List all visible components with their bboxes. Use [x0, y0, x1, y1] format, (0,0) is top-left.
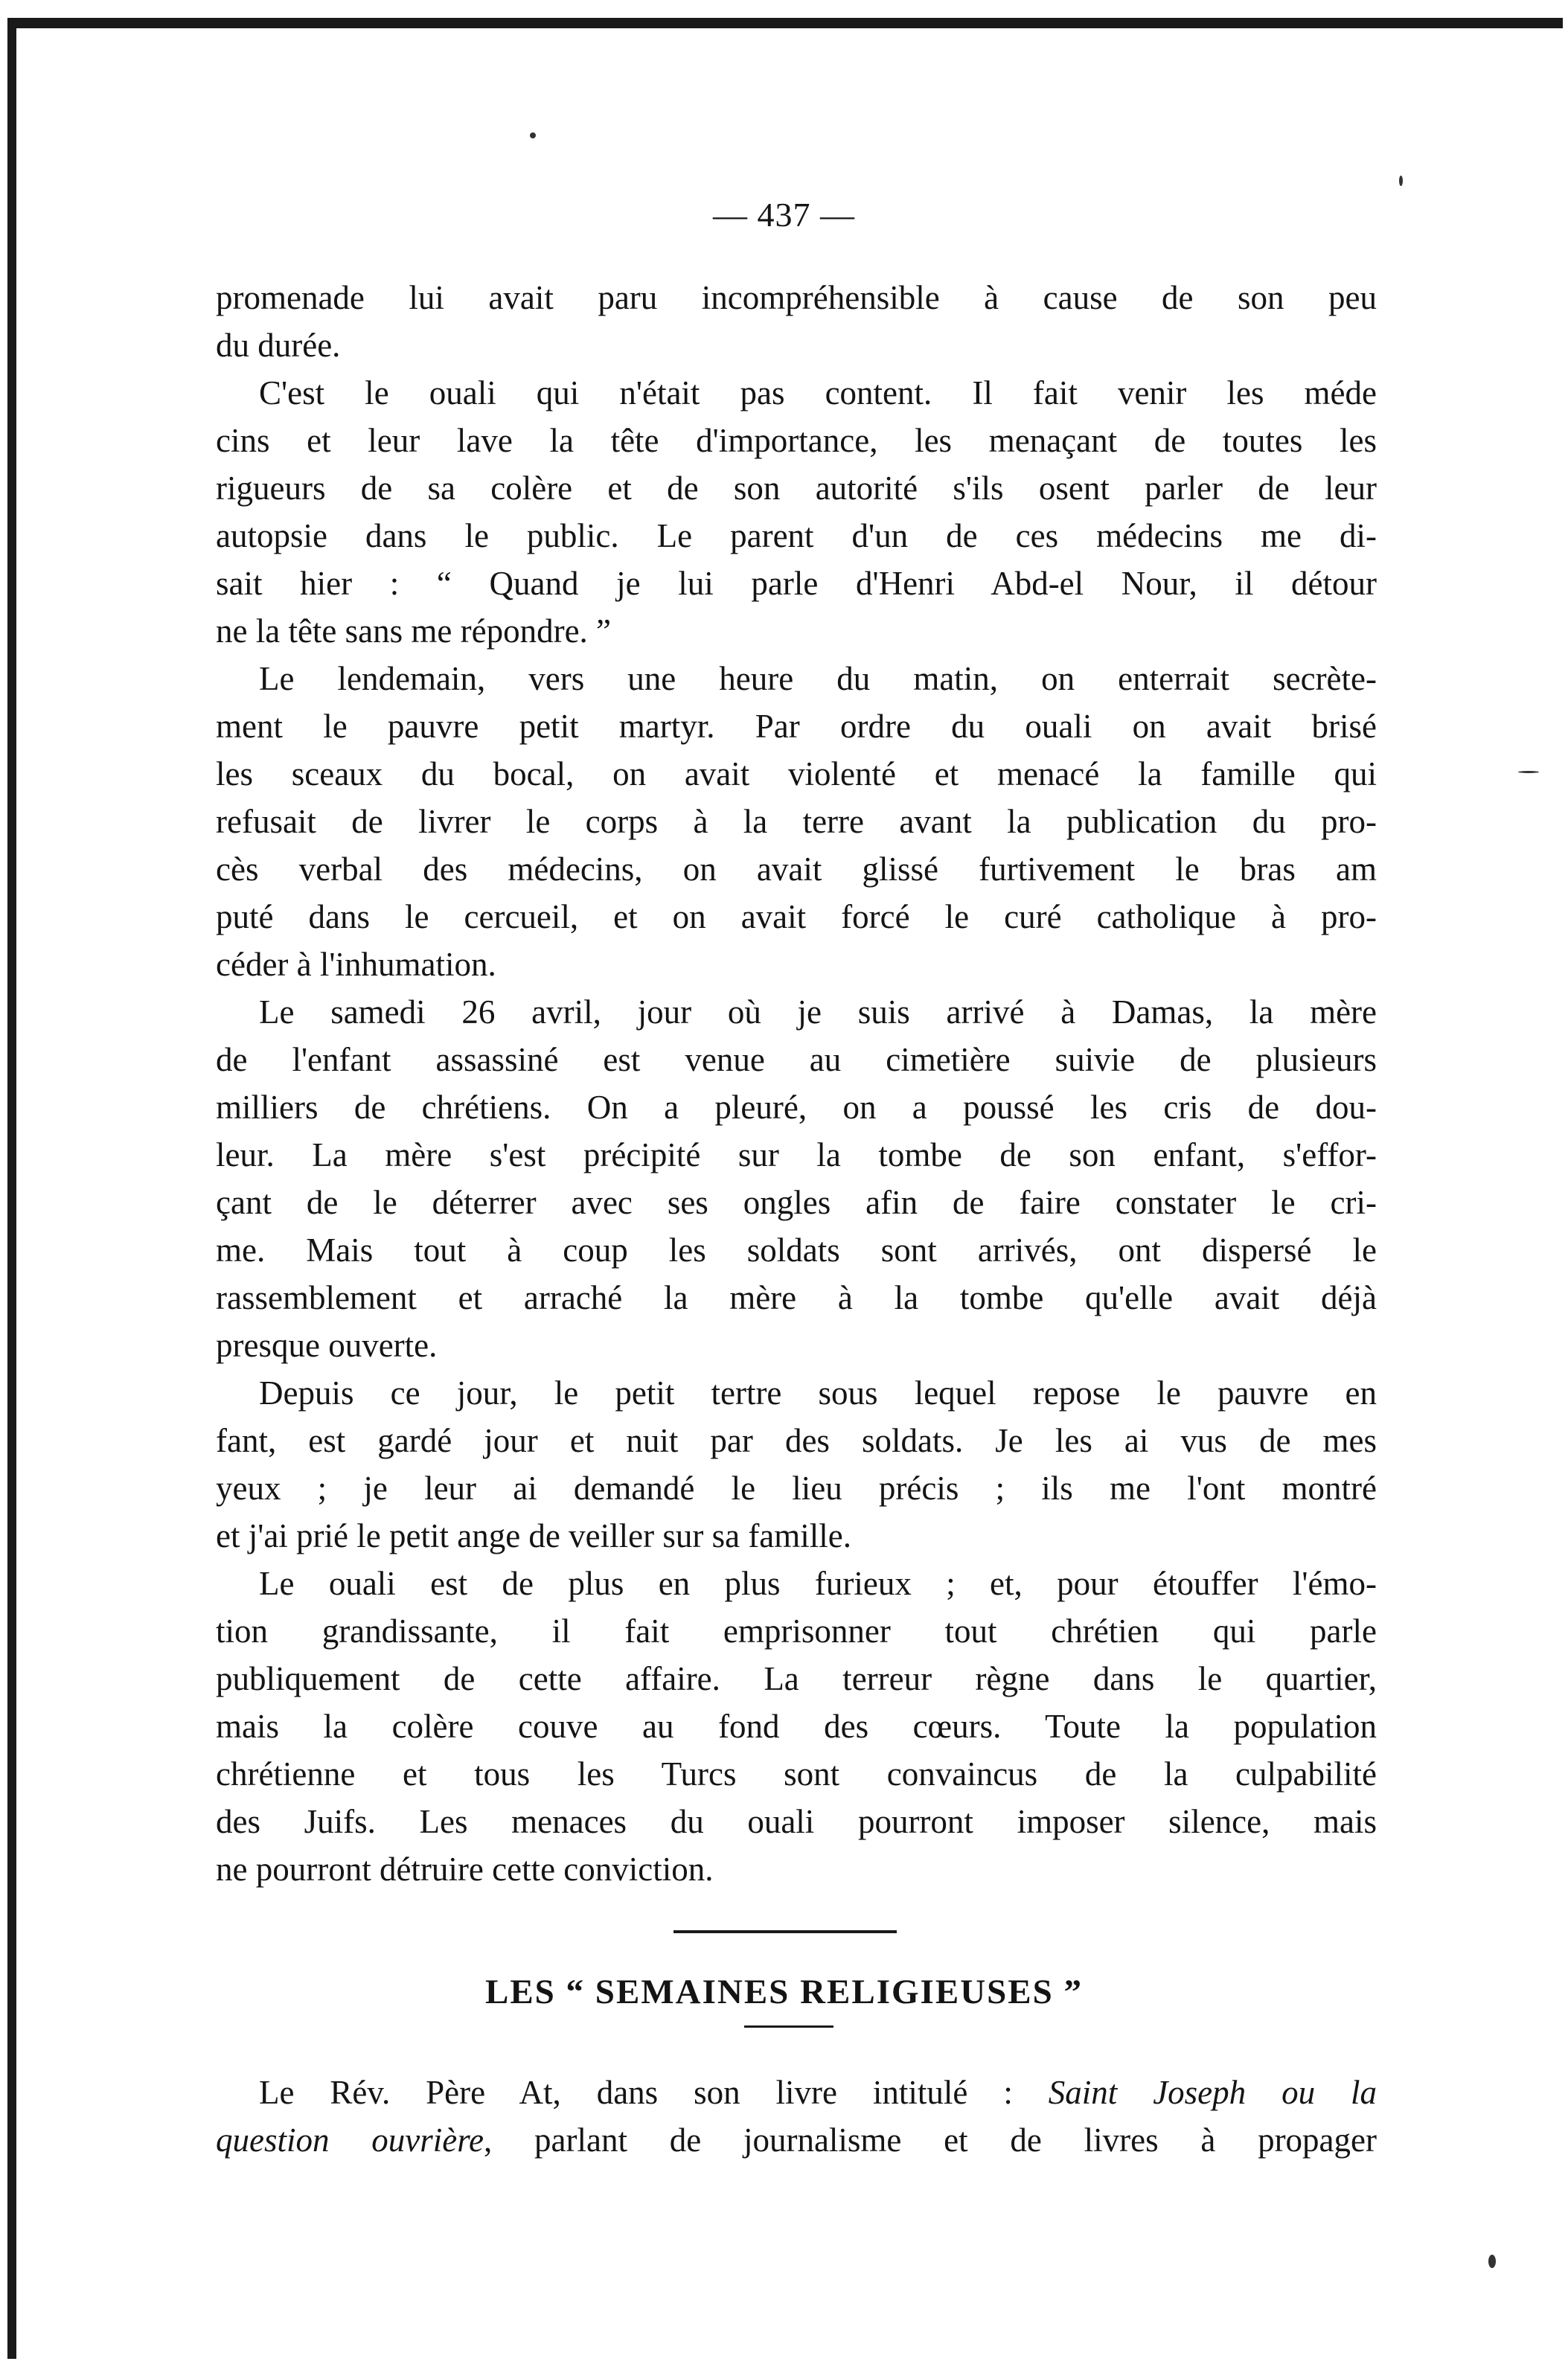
page-number: — 437 — — [713, 196, 855, 234]
scan-speck — [1399, 176, 1403, 186]
article-line: me. Mais tout à coup les soldats sont arrivés, ont dispersé le — [216, 1232, 1377, 1269]
article-line: des Juifs. Les menaces du ouali pourront imposer silence, mais — [216, 1803, 1377, 1840]
scan-speck — [1518, 771, 1539, 773]
article-line: céder à l'inhumation. — [216, 946, 496, 983]
article-line: sait hier : “ Quand je lui parle d'Henri Abd-el Nour, il détour — [216, 565, 1377, 602]
article-line: leur. La mère s'est précipité sur la tombe de son enfant, s'effor- — [216, 1136, 1377, 1173]
section-line — [216, 2069, 1377, 2116]
section-heading: LES “ SEMAINES RELIGIEUSES ” — [484, 1973, 1084, 2011]
article-line: de l'enfant assassiné est venue au cimetière suivie de plusieurs — [216, 1041, 1377, 1078]
article-line: ment le pauvre petit martyr. Par ordre du ouali on avait brisé — [216, 708, 1377, 745]
article-line: Le ouali est de plus en plus furieux ; et, pour étouffer l'émo- — [259, 1565, 1377, 1602]
article-body — [216, 274, 1377, 1893]
scan-speck — [530, 132, 536, 138]
article-line: du durée. — [216, 327, 341, 364]
article-line: publiquement de cette affaire. La terreur règne dans le quartier, — [216, 1660, 1377, 1697]
article-line: autopsie dans le public. Le parent d'un de ces médecins me di- — [216, 517, 1377, 554]
article-line: rigueurs de sa colère et de son autorité s'ils osent parler de leur — [216, 470, 1377, 507]
article-line: et j'ai prié le petit ange de veiller sur sa famille. — [216, 1517, 852, 1554]
article-line: mais la colère couve au fond des cœurs. Toute la population — [216, 1708, 1377, 1745]
section-line-text: , parlant de journalisme et de livres à propager — [484, 2121, 1377, 2159]
article-line: ne la tête sans me répondre. ” — [216, 612, 612, 650]
article-line: chrétienne et tous les Turcs sont convaincus de la culpabilité — [216, 1755, 1377, 1793]
article-line: çant de le déterrer avec ses ongles afin de faire constater le cri- — [216, 1184, 1377, 1221]
section-divider — [673, 1930, 897, 1933]
book-title-part2: question ouvrière — [216, 2121, 484, 2159]
article-line: refusait de livrer le corps à la terre avant la publication du pro- — [216, 803, 1377, 840]
scan-speck — [1488, 2255, 1496, 2268]
section-line-text: Le Rév. Père At, dans son livre intitulé : — [259, 2074, 1049, 2111]
article-line: cins et leur lave la tête d'importance, les menaçant de toutes les — [216, 422, 1377, 459]
article-line: C'est le ouali qui n'était pas content. Il fait venir les méde — [259, 374, 1377, 411]
article-line: promenade lui avait paru incompréhensible à cause de son peu — [216, 279, 1377, 316]
article-line: les sceaux du bocal, on avait violenté et menacé la famille qui — [216, 755, 1377, 792]
article-line: ne pourront détruire cette conviction. — [216, 1851, 714, 1888]
article-line: cès verbal des médecins, on avait glissé furtivement le bras am — [216, 851, 1377, 888]
article-line: presque ouverte. — [216, 1327, 438, 1364]
article-line: puté dans le cercueil, et on avait forcé le curé catholique à pro- — [216, 898, 1377, 935]
article-line: fant, est gardé jour et nuit par des soldats. Je les ai vus de mes — [216, 1422, 1377, 1459]
article-line: Le lendemain, vers une heure du matin, on enterrait secrète- — [259, 660, 1377, 697]
article-line: yeux ; je leur ai demandé le lieu précis ; ils me l'ont montré — [216, 1470, 1377, 1507]
article-line: Depuis ce jour, le petit tertre sous lequel repose le pauvre en — [259, 1374, 1377, 1412]
article-line: rassemblement et arraché la mère à la tombe qu'elle avait déjà — [216, 1279, 1377, 1316]
article-line: Le samedi 26 avril, jour où je suis arrivé à Damas, la mère — [259, 993, 1377, 1031]
book-title-part1: Saint Joseph ou la — [1048, 2074, 1377, 2111]
heading-underline — [744, 2025, 833, 2028]
page-border-top — [7, 18, 1563, 28]
article-line: tion grandissante, il fait emprisonner tout chrétien qui parle — [216, 1612, 1377, 1650]
article-line: milliers de chrétiens. On a pleuré, on a poussé les cris de dou- — [216, 1089, 1377, 1126]
section-body — [216, 2069, 1377, 2164]
section-line — [216, 2116, 1377, 2164]
